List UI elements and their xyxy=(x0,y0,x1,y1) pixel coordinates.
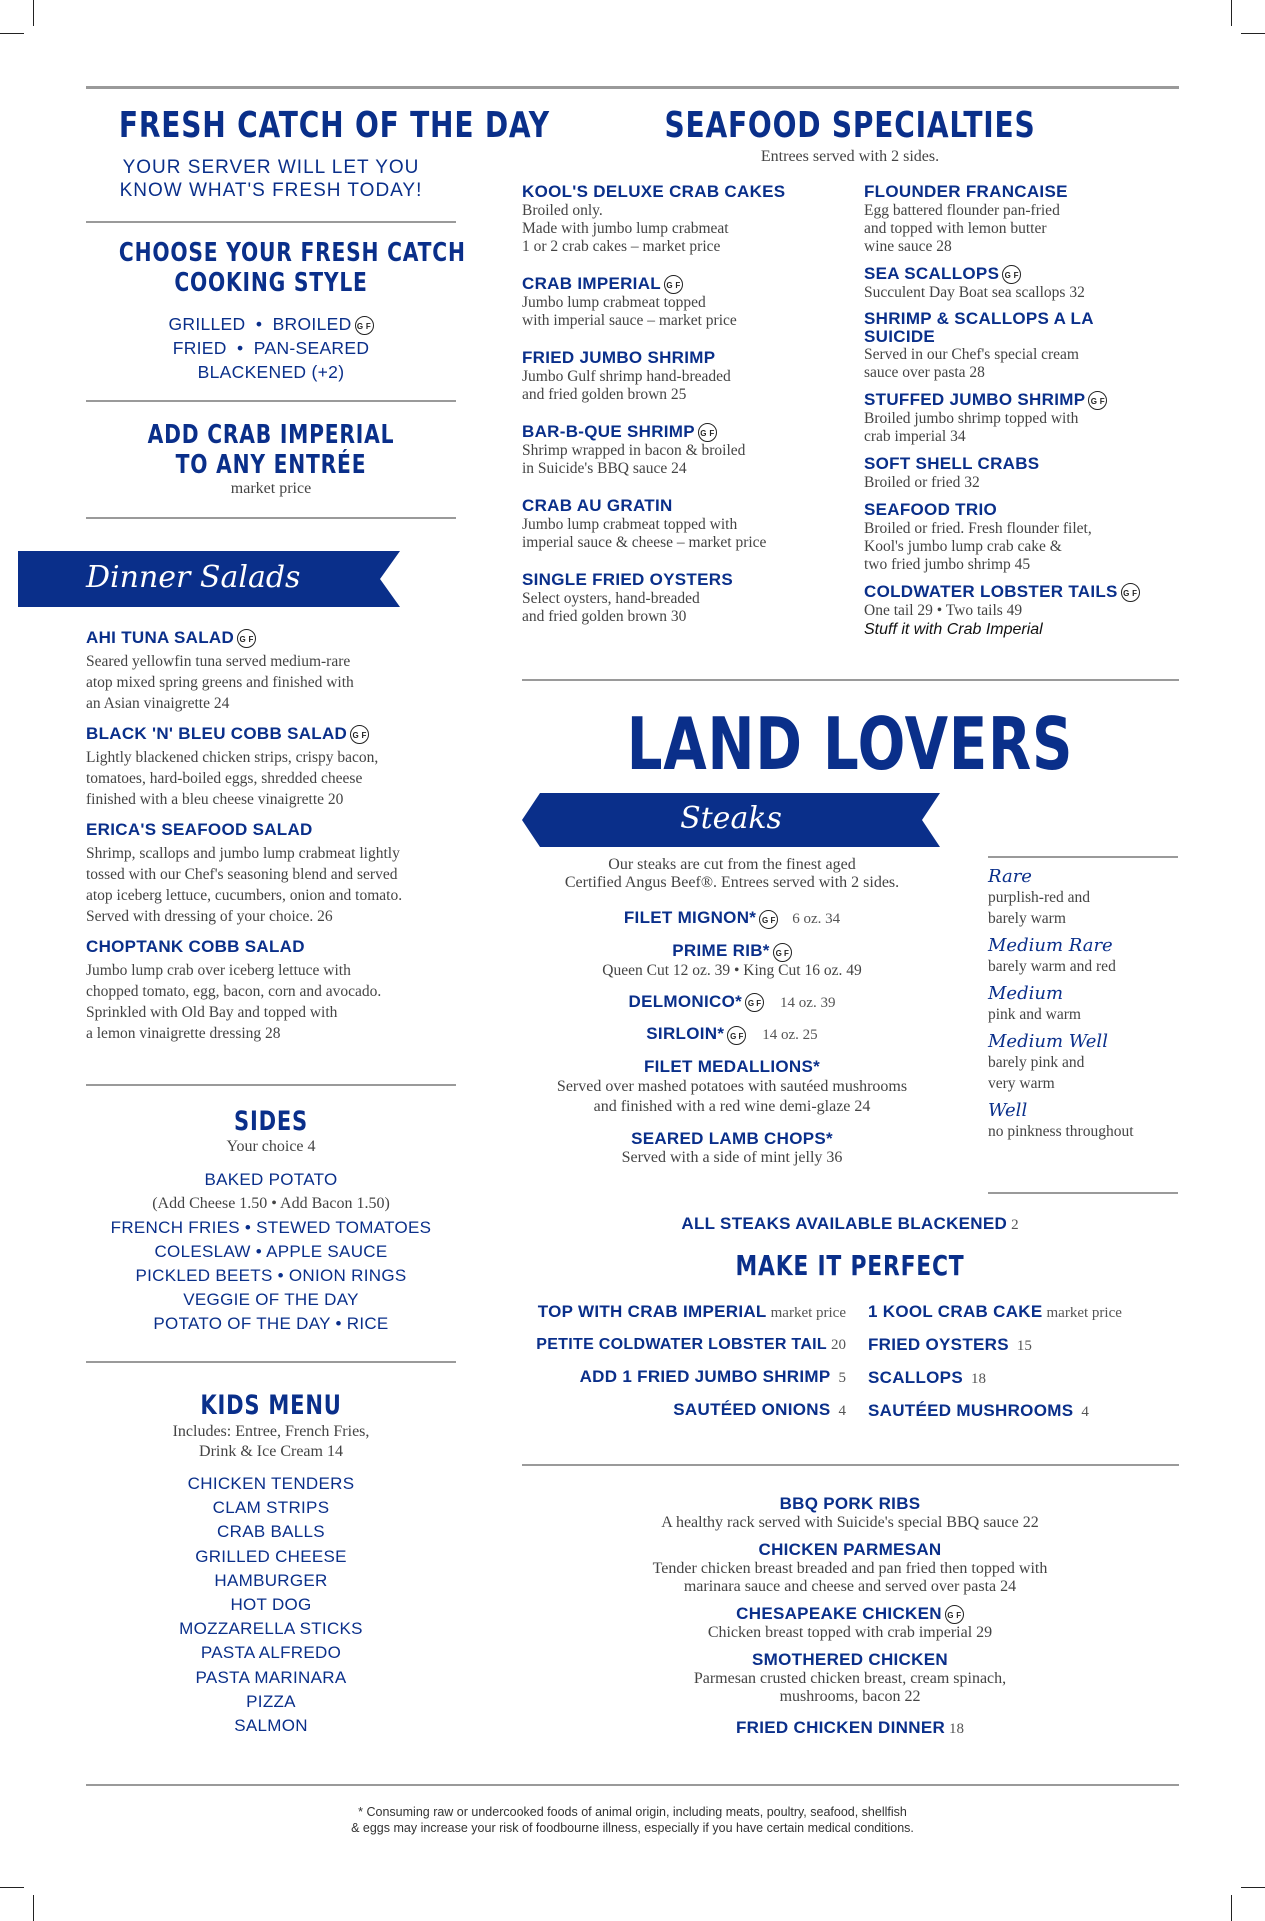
gluten-free-icon: G F xyxy=(1088,391,1107,410)
kids-item: CHICKEN TENDERS xyxy=(187,1474,355,1493)
seafood-left-column xyxy=(522,182,852,626)
seafood-name: SEA SCALLOPS G F xyxy=(864,264,1180,284)
steak-item xyxy=(522,1129,942,1167)
entree-price: 18 xyxy=(949,1721,965,1738)
salad-name: CHOPTANK COBB SALAD xyxy=(86,937,305,957)
crop-mark xyxy=(33,0,34,26)
kids-item: CRAB BALLS xyxy=(217,1522,325,1542)
sides-title: SIDES xyxy=(234,1106,308,1137)
crab-addon-title-2: TO ANY ENTRÉE xyxy=(175,450,367,480)
perfect-price: 18 xyxy=(970,1371,986,1387)
divider xyxy=(988,1192,1178,1194)
seafood-desc-line: Select oysters, hand-breaded xyxy=(522,590,700,608)
seafood-name: FLOUNDER FRANCAISE xyxy=(864,182,1068,201)
seafood-item xyxy=(864,390,1180,446)
steak-name: DELMONICO* xyxy=(628,991,743,1011)
perfect-item xyxy=(868,1395,1180,1428)
perfect-name: FRIED OYSTERS xyxy=(868,1335,1009,1354)
seafood-desc-line: and topped with lemon butter xyxy=(864,220,1047,237)
seafood-item xyxy=(864,182,1180,256)
seafood-item xyxy=(522,422,852,478)
kids-item: PASTA MARINARA xyxy=(195,1667,347,1687)
style-broiled: BROILED xyxy=(272,314,352,334)
salad-desc-line: chopped tomato, egg, bacon, corn and avocado. xyxy=(86,983,382,1001)
entree-item xyxy=(522,1650,1178,1706)
gluten-free-icon: G F xyxy=(698,423,717,442)
doneness-desc: purplish-red and xyxy=(988,889,1091,906)
crop-mark xyxy=(1231,0,1232,26)
kids-title: KIDS MENU xyxy=(200,1390,342,1421)
side-item: BAKED POTATO xyxy=(204,1170,338,1189)
seafood-name: STUFFED JUMBO SHRIMP G F xyxy=(864,390,1180,410)
seafood-item xyxy=(522,348,852,404)
seafood-right-column xyxy=(864,182,1180,639)
seafood-desc-line: sauce over pasta 28 xyxy=(864,364,985,382)
seafood-item xyxy=(864,310,1180,382)
side-item: FRENCH FRIES • STEWED TOMATOES xyxy=(110,1218,432,1237)
seafood-desc-line: Broiled only. xyxy=(522,202,603,219)
crop-mark xyxy=(0,33,24,34)
top-rule xyxy=(86,86,1179,89)
seafood-item xyxy=(864,582,1180,639)
blackened-label: ALL STEAKS AVAILABLE BLACKENED xyxy=(681,1214,1008,1233)
cooking-style-title-1: CHOOSE YOUR FRESH CATCH xyxy=(118,238,466,268)
fresh-catch-title: FRESH CATCH OF THE DAY xyxy=(118,105,550,146)
steak-sub: Queen Cut 12 oz. 39 • King Cut 16 oz. 49 xyxy=(602,961,862,979)
seafood-desc-line: in Suicide's BBQ sauce 24 xyxy=(522,460,687,478)
steak-name: FILET MIGNON* xyxy=(623,908,757,927)
steaks-intro-2: Certified Angus Beef®. Entrees served with 2 sides. xyxy=(564,874,900,891)
salad-name: BLACK 'N' BLEU COBB SALAD G F xyxy=(86,724,476,744)
sides-list xyxy=(76,1168,466,1336)
gluten-free-icon: G F xyxy=(350,725,369,744)
gluten-free-icon: G F xyxy=(355,316,374,335)
salad-item xyxy=(86,937,476,1044)
doneness-item xyxy=(988,1031,1178,1094)
gluten-free-icon: G F xyxy=(745,993,764,1012)
seafood-desc-line: with imperial sauce – market price xyxy=(522,312,737,330)
seafood-desc-line: Broiled or fried. Fresh flounder filet, xyxy=(864,520,1092,538)
style-blackened: BLACKENED (+2) xyxy=(197,362,345,382)
seafood-desc-line: Made with jumbo lump crabmeat xyxy=(522,220,729,237)
steak-sub: Served with a side of mint jelly 36 xyxy=(621,1149,843,1167)
seafood-item xyxy=(864,264,1180,302)
gluten-free-icon: G F xyxy=(945,1605,964,1624)
divider xyxy=(86,1361,456,1363)
side-item: COLESLAW • APPLE SAUCE xyxy=(154,1242,388,1261)
steak-item xyxy=(522,908,942,929)
entree-desc: Chicken breast topped with crab imperial 29 xyxy=(707,1624,993,1642)
sides-subtitle: Your choice 4 xyxy=(226,1138,316,1155)
seafood-desc-line: Jumbo lump crabmeat topped xyxy=(522,294,706,312)
doneness-guide xyxy=(988,866,1178,1142)
salad-desc-line: Sprinkled with Old Bay and topped with xyxy=(86,1004,338,1022)
seafood-name: SOFT SHELL CRABS xyxy=(864,454,1040,474)
salad-item xyxy=(86,820,476,927)
divider xyxy=(86,1084,456,1086)
divider xyxy=(86,221,456,223)
fresh-catch-section xyxy=(76,104,550,202)
perfect-price: 15 xyxy=(1016,1338,1032,1354)
kids-item: PASTA ALFREDO xyxy=(200,1643,342,1663)
make-it-perfect-title xyxy=(522,1248,1178,1284)
other-entrees xyxy=(522,1494,1178,1738)
entree-name: BBQ PORK RIBS xyxy=(779,1494,921,1513)
land-lovers-title xyxy=(522,700,1178,788)
doneness-label: Medium Well xyxy=(988,1031,1108,1052)
salad-name: AHI TUNA SALAD G F xyxy=(86,628,476,648)
steaks-title: Steaks xyxy=(680,801,782,836)
fresh-catch-subtitle-1: YOUR SERVER WILL LET YOU xyxy=(122,157,420,178)
doneness-desc: barely warm and red xyxy=(988,958,1116,975)
salad-item xyxy=(86,724,476,810)
perfect-price: market price xyxy=(1046,1305,1122,1321)
doneness-desc: barely warm xyxy=(988,910,1066,927)
perfect-item xyxy=(868,1362,1180,1395)
doneness-desc: pink and warm xyxy=(988,1006,1081,1023)
bullet: • xyxy=(237,338,244,358)
side-item: POTATO OF THE DAY • RICE xyxy=(153,1314,389,1333)
style-grilled: GRILLED xyxy=(168,314,246,334)
entree-name: CHESAPEAKE CHICKEN G F xyxy=(522,1604,1178,1624)
entree-desc: A healthy rack served with Suicide's special BBQ sauce 22 xyxy=(661,1514,1039,1531)
fresh-catch-subtitle-2: KNOW WHAT'S FRESH TODAY! xyxy=(119,180,423,201)
cooking-style-line-2 xyxy=(76,336,466,360)
gluten-free-icon: G F xyxy=(664,275,683,294)
seafood-desc-line: Broiled or fried 32 xyxy=(864,474,980,492)
kids-subtitle-1: Includes: Entree, French Fries, xyxy=(172,1423,370,1440)
seafood-desc-line: 1 or 2 crab cakes – market price xyxy=(522,238,721,255)
doneness-item xyxy=(988,866,1178,929)
crop-mark xyxy=(1241,33,1265,34)
salad-desc-line: an Asian vinaigrette 24 xyxy=(86,695,230,713)
perfect-name: SCALLOPS xyxy=(868,1368,963,1387)
salad-item xyxy=(86,628,476,714)
perfect-title: MAKE IT PERFECT xyxy=(735,1249,965,1282)
steak-item xyxy=(522,941,942,980)
seafood-name: BAR-B-QUE SHRIMP G F xyxy=(522,422,852,442)
seafood-name: COLDWATER LOBSTER TAILS G F xyxy=(864,582,1180,602)
seafood-desc-line: One tail 29 • Two tails 49 xyxy=(864,602,1023,620)
gluten-free-icon: G F xyxy=(727,1026,746,1045)
doneness-desc: no pinkness throughout xyxy=(988,1123,1134,1140)
divider xyxy=(86,517,456,519)
seafood-header xyxy=(522,104,1178,166)
side-item: VEGGIE OF THE DAY xyxy=(183,1290,359,1309)
perfect-name: PETITE COLDWATER LOBSTER TAIL xyxy=(536,1336,827,1353)
steak-name: PRIME RIB* xyxy=(672,940,770,960)
steak-item xyxy=(522,1024,942,1045)
seafood-name: SINGLE FRIED OYSTERS xyxy=(522,570,733,590)
gluten-free-icon: G F xyxy=(1002,265,1021,284)
perfect-item xyxy=(522,1361,846,1394)
seafood-item xyxy=(864,454,1180,492)
seafood-item xyxy=(522,274,852,330)
seafood-item xyxy=(522,570,852,626)
entree-name: SMOTHERED CHICKEN xyxy=(752,1650,948,1670)
kids-subtitle-2: Drink & Ice Cream 14 xyxy=(199,1443,343,1460)
salad-desc-line: atop iceberg lettuce, cucumbers, onion and tomato. xyxy=(86,887,403,905)
crop-mark xyxy=(33,1895,34,1921)
dinner-salads-title: Dinner Salads xyxy=(86,560,301,595)
crop-mark xyxy=(1231,1895,1232,1921)
kids-section xyxy=(76,1390,466,1738)
steak-sub: and finished with a red wine demi-glaze 24 xyxy=(593,1098,871,1116)
doneness-item xyxy=(988,1100,1178,1142)
seafood-desc-line: and fried golden brown 30 xyxy=(522,608,687,626)
salad-desc-line: Jumbo lump crab over iceberg lettuce with xyxy=(86,962,351,980)
perfect-item xyxy=(868,1329,1180,1362)
entree-item xyxy=(522,1494,1178,1532)
gluten-free-icon: G F xyxy=(237,629,256,648)
kids-item: MOZZARELLA STICKS xyxy=(179,1619,363,1639)
steak-price: 6 oz. 34 xyxy=(792,911,841,927)
salads-list xyxy=(86,628,476,1044)
steak-name: FILET MEDALLIONS* xyxy=(643,1057,821,1077)
land-title: LAND LOVERS xyxy=(626,702,1074,786)
crab-addon-price: market price xyxy=(230,480,312,497)
sides-section xyxy=(76,1106,466,1336)
perfect-item xyxy=(522,1394,846,1427)
doneness-desc: very warm xyxy=(988,1075,1055,1092)
steak-name: SIRLOIN* xyxy=(646,1024,725,1044)
doneness-label: Medium xyxy=(988,983,1064,1004)
seafood-title: SEAFOOD SPECIALTIES xyxy=(664,105,1036,146)
perfect-item xyxy=(522,1329,846,1361)
seafood-desc-line: Jumbo Gulf shrimp hand-breaded xyxy=(522,368,731,386)
salad-desc-line: finished with a bleu cheese vinaigrette 20 xyxy=(86,791,344,809)
seafood-name: SEAFOOD TRIO xyxy=(864,500,997,520)
seafood-desc-line: Kool's jumbo lump crab cake & xyxy=(864,538,1062,556)
seafood-name: FRIED JUMBO SHRIMP xyxy=(522,348,716,368)
seafood-desc-line: Egg battered flounder pan-fried xyxy=(864,202,1060,219)
seafood-name: CRAB AU GRATIN xyxy=(522,496,673,516)
steak-item xyxy=(522,992,942,1013)
kids-item: SALMON xyxy=(234,1716,308,1736)
seafood-name: SHRIMP & SCALLOPS A LA SUICIDE xyxy=(864,309,1094,347)
style-fried: FRIED xyxy=(172,338,227,358)
entree-desc: marinara sauce and cheese and served over pasta 24 xyxy=(683,1578,1017,1595)
salad-desc-line: tossed with our Chef's seasoning blend and served xyxy=(86,866,398,884)
doneness-desc: barely pink and xyxy=(988,1054,1085,1071)
seafood-desc-line: Jumbo lump crabmeat topped with xyxy=(522,516,738,534)
kids-item: CLAM STRIPS xyxy=(212,1498,330,1518)
perfect-name: SAUTÉED ONIONS xyxy=(673,1400,831,1419)
doneness-item xyxy=(988,983,1178,1025)
seafood-name: CRAB IMPERIAL G F xyxy=(522,274,852,294)
perfect-name: SAUTÉED MUSHROOMS xyxy=(868,1401,1074,1420)
bullet: • xyxy=(255,314,263,334)
seafood-desc-line: wine sauce 28 xyxy=(864,238,952,255)
divider xyxy=(522,1464,1179,1466)
steak-name: SEARED LAMB CHOPS* xyxy=(631,1129,833,1149)
perfect-item xyxy=(522,1296,846,1329)
gluten-free-icon: G F xyxy=(1121,583,1140,602)
steak-item xyxy=(522,1057,942,1117)
entree-desc: Tender chicken breast breaded and pan fried then topped with xyxy=(652,1560,1048,1577)
perfect-item xyxy=(868,1296,1180,1329)
entree-name: FRIED CHICKEN DINNER xyxy=(735,1718,946,1738)
blackened-price: 2 xyxy=(1011,1217,1019,1233)
entree-item xyxy=(522,1718,1178,1738)
steak-price: 14 oz. 39 xyxy=(780,994,836,1011)
crab-imperial-addon xyxy=(76,420,466,498)
perfect-right xyxy=(868,1296,1180,1428)
kids-item: HOT DOG xyxy=(230,1595,312,1615)
entree-name: CHICKEN PARMESAN xyxy=(758,1540,942,1559)
entree-item xyxy=(522,1604,1178,1642)
seafood-subtitle: Entrees served with 2 sides. xyxy=(760,148,940,165)
perfect-price: 4 xyxy=(838,1403,846,1419)
salad-desc-line: Shrimp, scallops and jumbo lump crabmeat lightly xyxy=(86,845,400,863)
seafood-note: Stuff it with Crab Imperial xyxy=(864,621,1043,639)
divider xyxy=(86,400,456,402)
doneness-label: Well xyxy=(988,1100,1028,1121)
style-pan-seared: PAN-SEARED xyxy=(253,338,370,358)
perfect-left xyxy=(522,1296,846,1427)
seafood-desc-line: imperial sauce & cheese – market price xyxy=(522,534,767,552)
crop-mark xyxy=(1241,1887,1265,1888)
salad-desc-line: tomatoes, hard-boiled eggs, shredded cheese xyxy=(86,770,363,788)
footer-disclaimer xyxy=(86,1804,1179,1836)
perfect-price: 4 xyxy=(1081,1404,1089,1420)
seafood-item xyxy=(864,500,1180,574)
steaks-list xyxy=(522,856,942,1167)
cooking-style-line-1 xyxy=(76,312,466,336)
salad-name: ERICA'S SEAFOOD SALAD xyxy=(86,820,313,840)
salad-desc-line: Served with dressing of your choice. 26 xyxy=(86,908,333,926)
seafood-item xyxy=(522,182,852,256)
doneness-label: Medium Rare xyxy=(988,935,1113,956)
footer-rule xyxy=(86,1784,1179,1786)
seafood-desc-line: Broiled jumbo shrimp topped with xyxy=(864,410,1079,428)
blackened-note xyxy=(522,1214,1178,1234)
seafood-desc-line: crab imperial 34 xyxy=(864,428,966,446)
side-item: (Add Cheese 1.50 • Add Bacon 1.50) xyxy=(152,1195,390,1212)
side-item: PICKLED BEETS • ONION RINGS xyxy=(135,1266,407,1285)
disclaimer-line: * Consuming raw or undercooked foods of animal origin, including meats, poultry, seafood, shellfish xyxy=(358,1805,907,1819)
gluten-free-icon: G F xyxy=(773,943,792,962)
crab-addon-title-1: ADD CRAB IMPERIAL xyxy=(147,420,395,450)
cooking-style-title-2: COOKING STYLE xyxy=(174,268,368,298)
seafood-item xyxy=(522,496,852,552)
perfect-price: 5 xyxy=(838,1370,846,1386)
seafood-desc-line: Shrimp wrapped in bacon & broiled xyxy=(522,442,746,460)
doneness-label: Rare xyxy=(988,866,1032,887)
perfect-price: 20 xyxy=(831,1337,846,1353)
disclaimer-line: & eggs may increase your risk of foodbourne illness, especially if you have certain medical conditions. xyxy=(351,1821,914,1835)
kids-item: GRILLED CHEESE xyxy=(195,1546,347,1566)
salad-desc-line: Lightly blackened chicken strips, crispy bacon, xyxy=(86,749,379,767)
entree-desc: mushrooms, bacon 22 xyxy=(779,1688,921,1706)
doneness-item xyxy=(988,935,1178,977)
perfect-price: market price xyxy=(770,1305,846,1321)
steaks-intro-1: Our steaks are cut from the finest aged xyxy=(608,856,856,873)
seafood-desc-line: Succulent Day Boat sea scallops 32 xyxy=(864,284,1085,302)
salad-desc-line: a lemon vinaigrette dressing 28 xyxy=(86,1025,281,1043)
kids-item: HAMBURGER xyxy=(214,1570,328,1590)
steak-sub: Served over mashed potatoes with sautéed mushrooms xyxy=(556,1078,908,1096)
divider xyxy=(522,679,1179,681)
kids-list xyxy=(76,1472,466,1738)
kids-item: PIZZA xyxy=(246,1691,296,1711)
divider xyxy=(988,856,1178,858)
seafood-name: KOOL'S DELUXE CRAB CAKES xyxy=(522,182,786,201)
gluten-free-icon: G F xyxy=(759,910,778,929)
entree-desc: Parmesan crusted chicken breast, cream spinach, xyxy=(693,1670,1007,1688)
entree-item xyxy=(522,1540,1178,1596)
seafood-desc-line: Served in our Chef's special cream xyxy=(864,346,1079,364)
salad-desc-line: atop mixed spring greens and finished with xyxy=(86,674,354,692)
perfect-name: ADD 1 FRIED JUMBO SHRIMP xyxy=(579,1367,831,1386)
crop-mark xyxy=(0,1887,24,1888)
steak-price: 14 oz. 25 xyxy=(762,1027,818,1044)
cooking-style-section xyxy=(76,238,466,384)
perfect-name: 1 KOOL CRAB CAKE xyxy=(868,1302,1043,1321)
seafood-desc-line: two fried jumbo shrimp 45 xyxy=(864,556,1031,574)
salad-desc-line: Seared yellowfin tuna served medium-rare xyxy=(86,653,351,671)
perfect-name: TOP WITH CRAB IMPERIAL xyxy=(537,1302,767,1321)
seafood-desc-line: and fried golden brown 25 xyxy=(522,386,687,404)
